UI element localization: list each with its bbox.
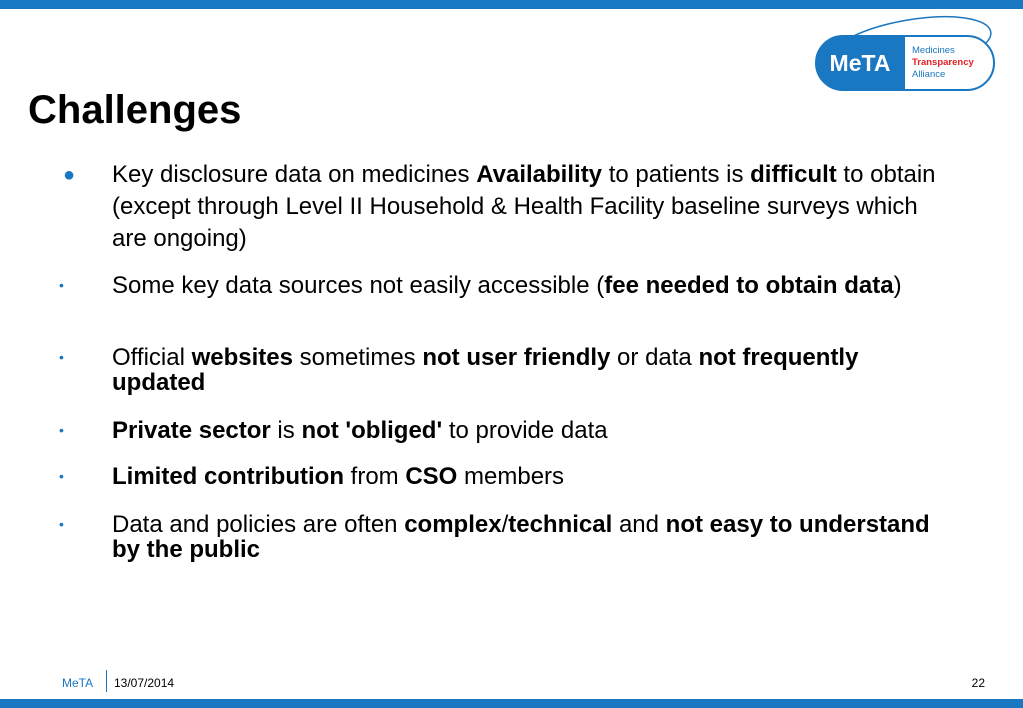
text-segment: or data <box>610 344 699 371</box>
footer-divider <box>106 670 107 692</box>
bold-text-segment: CSO <box>405 463 458 490</box>
bold-text-segment: fee needed to obtain data <box>604 272 894 299</box>
bullet-text <box>112 511 930 563</box>
logo-line1: Medicines <box>912 45 955 56</box>
bullet-marker-icon: • <box>59 349 64 365</box>
bullet-marker-icon: • <box>59 277 64 293</box>
bold-text-segment: Availability <box>476 161 603 188</box>
text-segment: is <box>270 417 302 444</box>
text-segment: to obtain (except through Level II Household & Health Facility baseline surveys which are ongoing) <box>112 161 936 252</box>
text-segment: Some key data sources not easily accessible ( <box>112 272 605 299</box>
bullet-item-data-sources <box>59 272 942 299</box>
text-segment: / <box>501 511 509 538</box>
bullet-text <box>112 417 608 444</box>
bullet-marker-icon: • <box>59 516 64 532</box>
text-segment: and <box>612 511 666 538</box>
bold-text-segment: not 'obliged' <box>301 417 443 444</box>
bold-text-segment: difficult <box>750 161 837 188</box>
text-segment: Data and policies are often <box>112 511 405 538</box>
page-number: 22 <box>971 676 985 690</box>
bottom-accent-bar <box>0 699 1023 708</box>
footer-brand: MeTA <box>62 676 94 690</box>
meta-logo <box>810 12 1010 94</box>
bullet-item-websites <box>59 344 942 396</box>
bold-text-segment: not frequently updated <box>112 344 859 396</box>
text-segment: to patients is <box>602 161 751 188</box>
bold-text-segment: not easy to understand by the public <box>112 511 930 563</box>
bold-text-segment: technical <box>508 511 613 538</box>
bold-text-segment: complex <box>404 511 502 538</box>
bullet-item-policies <box>59 511 942 563</box>
text-segment: sometimes <box>292 344 423 371</box>
bullet-text <box>112 463 564 490</box>
bold-text-segment: Limited contribution <box>112 463 344 490</box>
bullet-marker-icon: • <box>59 422 64 438</box>
bullet-text <box>112 344 858 396</box>
text-segment: Official <box>112 344 192 371</box>
bullet-text <box>112 161 936 252</box>
bold-text-segment: not user friendly <box>422 344 611 371</box>
bold-text-segment: Private sector <box>112 417 271 444</box>
bullet-item-private-sector <box>59 417 942 444</box>
logo-line2: Transparency <box>912 57 974 68</box>
text-segment: members <box>457 463 565 490</box>
text-segment: ) <box>893 272 902 299</box>
bullet-marker-icon: • <box>59 468 64 484</box>
bullet-marker-icon: ● <box>63 164 76 186</box>
top-accent-bar <box>0 0 1023 9</box>
footer-date: 13/07/2014 <box>114 676 175 690</box>
logo-line3: Alliance <box>912 69 946 80</box>
text-segment: from <box>343 463 406 490</box>
logo-name: MeTA <box>829 50 891 76</box>
slide-title: Challenges <box>28 88 242 132</box>
bold-text-segment: websites <box>191 344 293 371</box>
bullet-text <box>112 272 902 299</box>
text-segment: to provide data <box>442 417 608 444</box>
bullet-item-cso <box>59 463 942 490</box>
bullet-item-availability <box>63 159 942 255</box>
text-segment: Key disclosure data on medicines <box>112 161 477 188</box>
